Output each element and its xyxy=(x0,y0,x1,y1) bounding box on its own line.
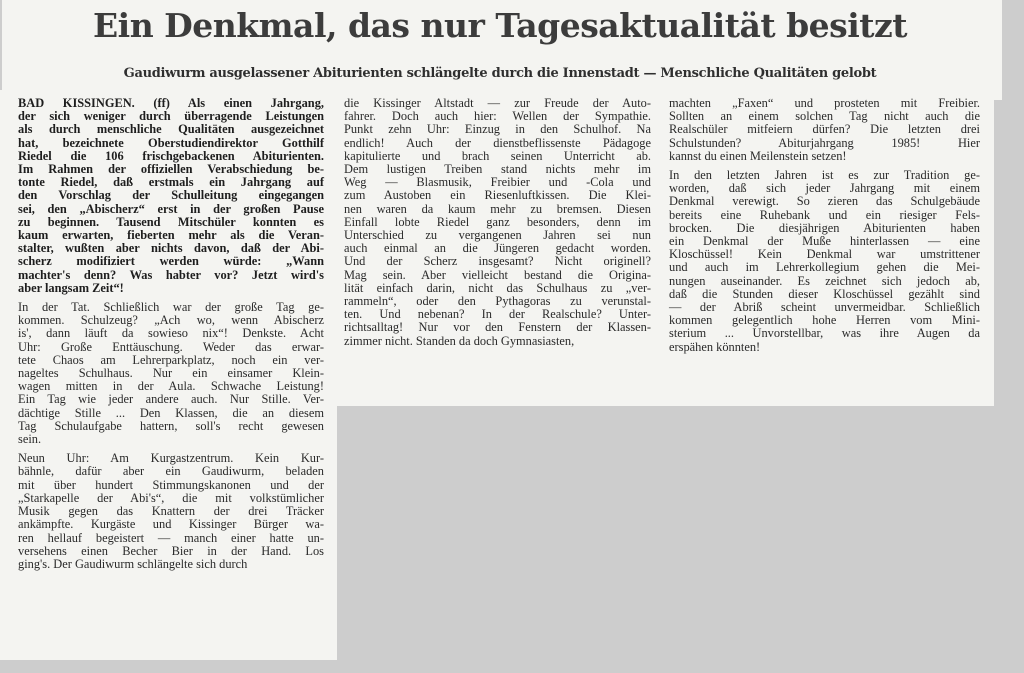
lead-paragraph xyxy=(18,97,324,295)
text-line: ein Denkmal der Muße hinterlassen — eine xyxy=(669,234,980,249)
body-paragraph xyxy=(18,452,324,571)
text-line: Mag sein. Aber vielleicht bestand die Origina- xyxy=(344,267,651,282)
text-line: In der Tat. Schließlich war der große Tag ge- xyxy=(18,300,324,315)
text-line: Musik gegen das Knattern der drei Träcker xyxy=(18,504,324,519)
text-line: bereits eine Ruhebank und ein riesiger Fels- xyxy=(669,207,980,222)
text-line: den Vorschlag der Schulleitung eingegangen xyxy=(18,188,324,203)
article-column-2 xyxy=(344,97,651,354)
body-paragraph xyxy=(669,169,980,354)
text-line: erspähen könnten! xyxy=(669,339,761,354)
text-line: sei, den „Abischerz“ erst in der großen Pause xyxy=(18,201,324,216)
text-line: fahrer. Doch auch hier: Wellen der Sympathie. xyxy=(344,109,651,124)
text-line: ren hellauf begeistert — manch einer hatte un- xyxy=(18,530,324,545)
text-line: stalter, wußten aber nichts davon, daß der Abi- xyxy=(18,241,324,256)
text-line: worden, daß sich jeder Jahrgang mit einem xyxy=(669,181,980,196)
text-line: kapitulierte und brach seinen Unterricht ab. xyxy=(344,148,651,163)
text-line: Unterschied zu vergangenen Jahren sei nun xyxy=(344,228,651,243)
text-line: Neun Uhr: Am Kurgastzentrum. Kein Kur- xyxy=(18,451,324,466)
text-line: machten „Faxen“ und prosteten mit Freibier. xyxy=(669,96,980,110)
text-line: Sollten an einem solchen Tag nicht auch die xyxy=(669,109,980,124)
text-line: rammeln“, oder den Pythagoras zu verunstal- xyxy=(344,294,651,309)
text-line: nen waren da kaum mehr zu bremsen. Diesen xyxy=(344,201,651,216)
text-line: und auch im Lehrerkollegium gehen die Mei- xyxy=(669,260,980,275)
text-line: — der Abriß scheint unvermeidbar. Schließlich xyxy=(669,300,980,315)
article-column-1 xyxy=(18,97,324,577)
text-line: Und der Scherz insgesamt? Nicht originell? xyxy=(344,254,651,269)
text-line: Schulstunden? Abiturjahrgang 1985! Hier xyxy=(669,135,980,150)
text-line: aber langsam Zeit“! xyxy=(18,280,124,295)
text-line: endlich! Auch der dienstbeflissenste Pädagoge xyxy=(344,135,651,150)
text-line: nungen auseinander. Es zeichnet sich jedoch ab, xyxy=(669,273,980,288)
text-line: kommen. Schulzeug? „Ach wo, wenn Abischerz xyxy=(18,313,324,328)
text-line: mit über hundert Stimmungskanonen und der xyxy=(18,477,324,492)
text-line: Im Rahmen der offiziellen Verabschiedung be- xyxy=(18,162,324,177)
text-line: Weg — Blasmusik, Freibier und -Cola und xyxy=(344,175,651,190)
text-line: kannst du einen Meilenstein setzen! xyxy=(669,148,847,163)
text-line: versehens einen Becher Bier in der Hand. Los xyxy=(18,543,324,558)
text-line: scherz modifiziert werden würde: „Wann xyxy=(18,254,324,269)
text-line: ankämpfte. Kurgäste und Kissinger Bürger wa- xyxy=(18,517,324,532)
body-paragraph xyxy=(669,97,980,163)
text-line: kaum erwarten, fieberten mehr als die Veran- xyxy=(18,228,324,243)
text-line: Einfall lobte Riedel ganz besonders, denn im xyxy=(344,214,651,229)
text-line: als durch menschliche Qualitäten ausgezeichnet xyxy=(18,122,324,137)
text-line: kommen gelegentlich hohe Herren vom Mini- xyxy=(669,313,980,328)
article-column-3 xyxy=(669,97,980,360)
text-line: BAD KISSINGEN. (ff) Als einen Jahrgang, xyxy=(18,96,324,110)
text-line: lität einfach darin, nicht das Schulhaus zu „ver- xyxy=(344,280,651,295)
article-headline: Ein Denkmal, das nur Tagesaktualität besitzt xyxy=(93,6,907,45)
text-line: der sich weniger durch überragende Leistungen xyxy=(18,109,324,124)
text-line: die Kissinger Altstadt — zur Freude der Auto- xyxy=(344,96,651,110)
text-line: ten. Und nebenan? In der Realschule? Unter- xyxy=(344,307,651,322)
text-line: daß die Stunden dieser Kloschüssel gezählt sind xyxy=(669,286,980,301)
text-line: auch einmal an die Jüngeren gedacht worden. xyxy=(344,241,651,256)
text-line: Denkmal verewigt. So zieren das Schulgebäude xyxy=(669,194,980,209)
text-line: zum Austoben ein Riesenluftkissen. Die Klei- xyxy=(344,188,651,203)
text-line: Punkt zehn Uhr: Einzug in den Schulhof. Na xyxy=(344,122,651,137)
text-line: hat, bezeichnete Oberstudiendirektor Gotthilf xyxy=(18,135,324,150)
body-paragraph xyxy=(18,301,324,446)
text-line: tete Chaos am Lehrerparkplatz, noch ein ver- xyxy=(18,352,324,367)
text-line: Realschüler mitfeiern dürfen? Die letzten drei xyxy=(669,122,980,137)
text-line: wagen mitten in der Aula. Schwache Leistung! xyxy=(18,379,324,394)
text-line: zimmer nicht. Standen da doch Gymnasiasten, xyxy=(344,333,575,348)
text-line: machter's denn? Was habter vor? Jetzt wird's xyxy=(18,267,324,282)
body-paragraph xyxy=(344,97,651,348)
text-line: brocken. Die diesjährigen Abiturienten haben xyxy=(669,220,980,235)
text-line: sein. xyxy=(18,432,42,447)
text-line: bähnle, dafür aber ein Gaudiwurm, beladen xyxy=(18,464,324,479)
text-line: richtsalltag! Nur vor den Fenstern der Klassen- xyxy=(344,320,651,335)
text-line: Ein Tag wie jeder andere auch. Nur Stille. Ver- xyxy=(18,392,324,407)
text-line: sterium ... Unvorstellbar, was ihre Augen da xyxy=(669,326,980,341)
text-line: is', dann läuft da sowieso nix“! Denkste. Acht xyxy=(18,326,324,341)
text-line: Dem lustigen Treiben stand nichts mehr im xyxy=(344,162,651,177)
text-line: Uhr: Große Enttäuschung. Weder das erwar- xyxy=(18,339,324,354)
text-line: nageltes Schulhaus. Nur ein einsamer Klein- xyxy=(18,366,324,381)
text-line: Tag Schulaufgabe hattern, soll's recht gewesen xyxy=(18,418,324,433)
text-line: dächtige Stille ... Den Klassen, die an diesem xyxy=(18,405,324,420)
article-subheadline: Gaudiwurm ausgelassener Abiturienten schlängelte durch die Innenstadt — Menschliche Qualitäten gelobt xyxy=(123,66,877,81)
text-line: In den letzten Jahren ist es zur Tradition ge- xyxy=(669,168,980,183)
text-line: Kloschüssel! Kein Denkmal war umstrittener xyxy=(669,247,980,262)
text-line: tonte Riedel, daß erstmals ein Jahrgang auf xyxy=(18,175,324,190)
text-line: zu beginnen. Tausend Mitschüler konnten es xyxy=(18,214,324,229)
text-line: Riedel die 106 frischgebackenen Abiturienten. xyxy=(18,148,324,163)
text-line: „Starkapelle der Abi's“, die mit volkstümlicher xyxy=(18,490,324,505)
text-line: ging's. Der Gaudiwurm schlängelte sich durch xyxy=(18,556,248,571)
